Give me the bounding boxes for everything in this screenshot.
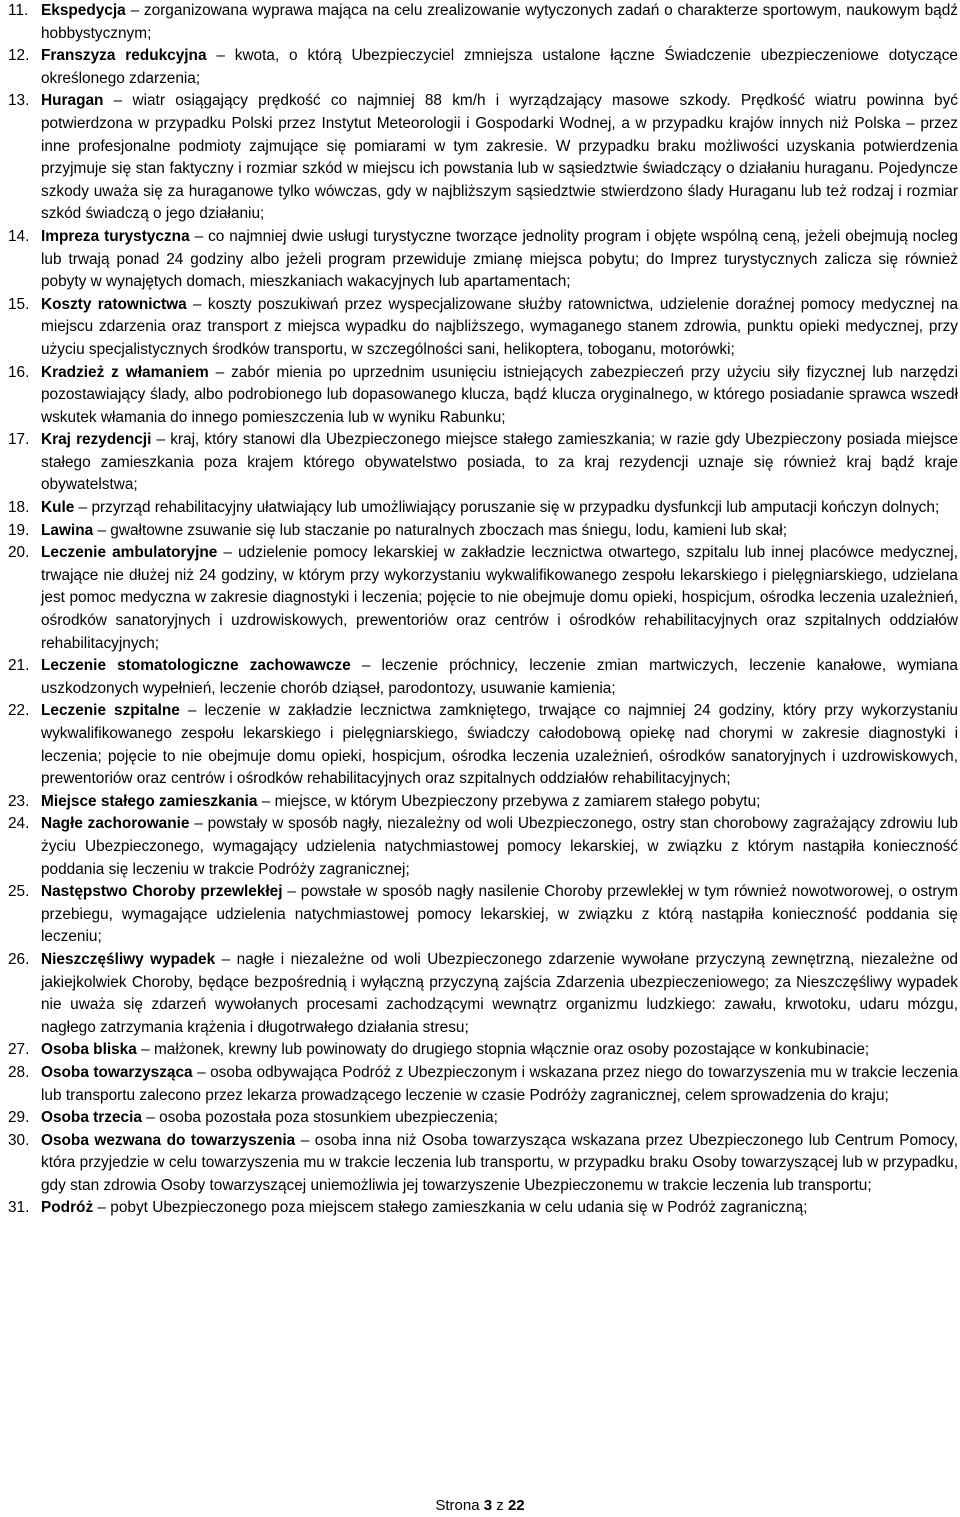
definition-item [8,791,958,814]
definition-number: 26. [8,950,30,968]
definition-number: 20. [8,544,30,562]
definition-term: Osoba bliska [41,1041,137,1059]
definition-term: Franszyza redukcyjna [41,47,207,65]
definition-number: 24. [8,815,30,833]
definition-text: przyrząd rehabilitacyjny ułatwiający lub umożliwiający poruszanie się w przypadku dysfunkcji lub amputacji kończyn dolnych; [91,499,940,517]
definition-body: Leczenie stomatologiczne zachowawcze – leczenie próchnicy, leczenie zmian martwiczych, leczenie kanałowe, wymiana uszkodzonych wypełnień, leczenie chorób dziąseł, parodontozy, usuwanie kamienia; [41,657,958,697]
definition-number: 29. [8,1109,30,1127]
definition-term: Kradzież z włamaniem [41,363,209,381]
definition-item [8,294,958,362]
definition-term: Ekspedycja [41,2,126,19]
definition-item [8,949,958,1039]
definition-term: Kraj rezydencji [41,431,152,449]
definition-term: Podróż [41,1199,94,1217]
definition-text: powstałe w sposób nagły nasilenie Choroby przewlekłej w tym również nowotworowej, o ostrym przebiegu, wymagające udzielenia natychmiastowej pomocy lekarskiej, w związku z którą nastąpiła konieczność poddania się leczeniu; [41,883,958,946]
definition-item [8,1039,958,1062]
definition-text: gwałtowne zsuwanie się lub staczanie po naturalnych zboczach mas śniegu, lodu, kamieni lub skał; [110,521,788,539]
definition-item [8,520,958,543]
definition-item [8,881,958,949]
definition-body: Osoba towarzysząca – osoba odbywająca Podróż z Ubezpieczonym i wskazana przez niego do towarzyszenia mu w trakcie leczenia lub transportu zalecono przez lekarza prowadzącego leczenie w czasie Podróży zagranicznej, celem sprowadzenia do kraju; [41,1063,958,1104]
definition-item [8,542,958,655]
definition-body: Kule – przyrząd rehabilitacyjny ułatwiający lub umożliwiający poruszanie się w przypadku dysfunkcji lub amputacji kończyn dolnych; [41,499,940,517]
definition-term: Impreza turystyczna [41,227,190,245]
footer-current-page: 3 [483,1497,493,1514]
definition-item [8,813,958,881]
definition-text: koszty poszukiwań przez wyspecjalizowane służby ratownictwa, udzielenie doraźnej pomocy medycznej na miejscu zdarzenia oraz transport z miejsca wypadku do najbliższego, wymaganego stanem zdrowia, punktu opieki medycznej, przy użyciu specjalistycznych środków transportu, w szczególności sani, helikoptera, toboganu, motorówki; [41,295,959,358]
definition-item [8,655,958,700]
definition-text: osoba odbywająca Podróż z Ubezpieczonym i wskazana przez niego do towarzyszenia mu w trakcie leczenia lub transportu zalecono przez lekarza prowadzącego leczenie w czasie Podróży zagranicznej, celem sprowadzenia do kraju; [41,1063,958,1104]
definition-term: Nieszczęśliwy wypadek [41,950,216,968]
definition-number: 18. [8,499,30,517]
definition-number: 11. [8,2,29,19]
definition-term: Miejsce stałego zamieszkania [41,792,258,810]
definition-term: Następstwo Choroby przewlekłej [41,883,283,901]
definition-number: 15. [8,295,30,313]
definition-item [8,226,958,294]
definition-number: 28. [8,1063,30,1081]
definition-item [8,429,958,497]
definition-item [8,497,958,520]
definition-text: udzielenie pomocy lekarskiej w zakładzie lecznictwa otwartego, szpitalu lub innej placówce medycznej, trwające nie dłużej niż 24 godziny, w którym przy wykorzystaniu wykwalifikowanego zespołu lekarskiego i pielęgniarskiego, udzielana jest pomoc medyczna w zakresie diagnostyki i leczenia; pojęcie to nie obejmuje domu opieki, hospicjum, ośrodka leczenia uzależnień, ośrodków sanatoryjnych i uzdrowiskowych, prewentoriów oraz centrów i ośrodków rehabilitacyjnych oraz szpitalnych oddziałów rehabilitacyjnych; [41,544,959,652]
definition-item [8,1107,958,1130]
definition-text: leczenie w zakładzie lecznictwa zamkniętego, trwające co najmniej 24 godziny, który przy wykorzystaniu wykwalifikowanego zespołu lekarskiego i pielęgniarskiego, świadczy całodobową opiekę nad chorymi w zakresie diagnostyki i leczenia; pojęcie to nie obejmuje domu opieki, hospicjum, ośrodka leczenia uzależnień, ośrodków sanatoryjnych i uzdrowiskowych, prewentoriów oraz centrów i ośrodków rehabilitacyjnych oraz szpitalnych oddziałów rehabilitacyjnych; [41,702,958,788]
definition-body: Ekspedycja – zorganizowana wyprawa mająca na celu zrealizowanie wytyczonych zadań o charakterze sportowym, naukowym bądź hobbystycznym; [41,2,958,42]
definition-number: 13. [8,92,30,110]
footer-separator: z [496,1497,504,1514]
definition-term: Osoba trzecia [41,1109,142,1127]
definition-body: Podróż – pobyt Ubezpieczonego poza miejscem stałego zamieszkania w celu udania się w Podróż zagraniczną; [41,1199,808,1217]
definition-term: Koszty ratownictwa [41,295,187,313]
definition-term: Leczenie stomatologiczne zachowawcze [41,657,351,675]
definition-body: Nieszczęśliwy wypadek – nagłe i niezależne od woli Ubezpieczonego zdarzenie wywołane przyczyną zewnętrzną, niezależne od jakiejkolwiek Choroby, będące bezpośrednią i wyłączną przyczyną zajścia Zdarzenia ubezpieczeniowego; za Nieszczęśliwy wypadek nie uważa się zdarzeń wywołanych procesami zachodzącymi wewnątrz organizmu ludzkiego: zawału, krwotoku, udaru mózgu, nagłego zatrzymania krążenia i długotrwałego działania stresu; [41,950,958,1036]
definition-number: 30. [8,1131,30,1149]
definition-body: Osoba bliska – małżonek, krewny lub powinowaty do drugiego stopnia włącznie oraz osoby pozostające w konkubinacie; [41,1041,870,1059]
definition-term: Huragan [41,92,104,110]
definition-body: Kraj rezydencji – kraj, który stanowi dla Ubezpieczonego miejsce stałego zamieszkania; w razie gdy Ubezpieczony posiada miejsce stałego zamieszkania poza krajem którego obywatelstwo posiada, to za kraj rezydencji uznaje się również kraj bądź kraje obywatelstwa; [41,431,959,494]
definition-term: Lawina [41,521,94,539]
definition-term: Kule [41,499,75,517]
definition-number: 19. [8,521,30,539]
definition-body: Lawina – gwałtowne zsuwanie się lub staczanie po naturalnych zboczach mas śniegu, lodu, kamieni lub skał; [41,521,788,539]
definition-body: Franszyza redukcyjna – kwota, o którą Ubezpieczyciel zmniejsza ustalone łączne Świadczenie ubezpieczeniowe dotyczące określonego zdarzenia; [41,47,958,87]
definition-text: małżonek, krewny lub powinowaty do drugiego stopnia włącznie oraz osoby pozostające w konkubinacie; [153,1041,870,1059]
definition-number: 31. [8,1199,30,1217]
footer-total-pages: 22 [507,1497,525,1514]
definition-term: Leczenie szpitalne [41,702,180,720]
definition-number: 21. [8,657,30,675]
definition-body: Miejsce stałego zamieszkania – miejsce, w którym Ubezpieczony przebywa z zamiarem stałego pobytu; [41,792,761,810]
definition-body: Koszty ratownictwa – koszty poszukiwań przez wyspecjalizowane służby ratownictwa, udzielenie doraźnej pomocy medycznej na miejscu zdarzenia oraz transport z miejsca wypadku do najbliższego, wymaganego stanem zdrowia, punktu opieki medycznej, przy użyciu specjalistycznych środków transportu, w szczególności sani, helikoptera, toboganu, motorówki; [41,295,959,358]
definition-number: 27. [8,1041,30,1059]
definition-number: 23. [8,792,30,810]
definition-term: Osoba towarzysząca [41,1063,193,1081]
definition-number: 25. [8,883,30,901]
definition-number: 22. [8,702,30,720]
definition-body: Osoba wezwana do towarzyszenia – osoba inna niż Osoba towarzysząca wskazana przez Ubezpieczonego lub Centrum Pomocy, która przyjedzie w celu towarzyszenia mu w trakcie leczenia lub transportu, w przypadku braku Osoby towarzyszącej lub w przypadku, gdy stan zdrowia Osoby towarzyszącej uniemożliwia jej towarzyszenie Ubezpieczonemu w trakcie leczenia lub transportu; [41,1131,958,1194]
definition-body: Leczenie ambulatoryjne – udzielenie pomocy lekarskiej w zakładzie lecznictwa otwartego, szpitalu lub innej placówce medycznej, trwające nie dłużej niż 24 godziny, w którym przy wykorzystaniu wykwalifikowanego zespołu lekarskiego i pielęgniarskiego, udzielana jest pomoc medyczna w zakresie diagnostyki i leczenia; pojęcie to nie obejmuje domu opieki, hospicjum, ośrodka leczenia uzależnień, ośrodków sanatoryjnych i uzdrowiskowych, prewentoriów oraz centrów i ośrodków rehabilitacyjnych oraz szpitalnych oddziałów rehabilitacyjnych; [41,544,959,652]
definition-body: Następstwo Choroby przewlekłej – powstałe w sposób nagły nasilenie Choroby przewlekłej w tym również nowotworowej, o ostrym przebiegu, wymagające udzielenia natychmiastowej pomocy lekarskiej, w związku z którą nastąpiła konieczność poddania się leczeniu; [41,883,958,946]
definition-body: Leczenie szpitalne – leczenie w zakładzie lecznictwa zamkniętego, trwające co najmniej 24 godziny, który przy wykorzystaniu wykwalifikowanego zespołu lekarskiego i pielęgniarskiego, świadczy całodobową opiekę nad chorymi w zakresie diagnostyki i leczenia; pojęcie to nie obejmuje domu opieki, hospicjum, ośrodka leczenia uzależnień, ośrodków sanatoryjnych i uzdrowiskowych, prewentoriów oraz centrów i ośrodków rehabilitacyjnych oraz szpitalnych oddziałów rehabilitacyjnych; [41,702,958,788]
definition-item [8,700,958,790]
definition-text: pobyt Ubezpieczonego poza miejscem stałego zamieszkania w celu udania się w Podróż zagraniczną; [110,1199,808,1217]
definition-item [8,1062,958,1107]
definition-text: kraj, który stanowi dla Ubezpieczonego miejsce stałego zamieszkania; w razie gdy Ubezpieczony posiada miejsce stałego zamieszkania poza krajem którego obywatelstwo posiada, to za kraj rezydencji uznaje się również kraj bądź kraje obywatelstwa; [41,431,959,494]
definition-text: co najmniej dwie usługi turystyczne tworzące jednolity program i objęte wspólną ceną, jeżeli obejmują nocleg lub trwają ponad 24 godziny albo jeżeli program przewiduje zmianę miejsca pobytu; do Imprez turystycznych zalicza się również pobyty w wynajętych domach, mieszkaniach wakacyjnych lub apartamentach; [41,227,958,291]
definition-number: 17. [8,431,30,449]
definition-term: Osoba wezwana do towarzyszenia [41,1131,296,1149]
definition-item [8,1130,958,1198]
definition-text: kwota, o którą Ubezpieczyciel zmniejsza ustalone łączne Świadczenie ubezpieczeniowe dotyczące określonego zdarzenia; [41,47,958,87]
definition-number: 12. [8,47,30,65]
definition-text: powstały w sposób nagły, niezależny od woli Ubezpieczonego, ostry stan chorobowy zagrażający zdrowiu lub życiu Ubezpieczonego, wymagający udzielenia natychmiastowej pomocy lekarskiej, w związku z którym nastąpiła konieczność poddania się leczeniu w trakcie Podróży zagranicznej; [41,815,958,878]
definition-number: 16. [8,363,30,381]
definition-body: Impreza turystyczna – co najmniej dwie usługi turystyczne tworzące jednolity program i objęte wspólną ceną, jeżeli obejmują nocleg lub trwają ponad 24 godziny albo jeżeli program przewiduje zmianę miejsca pobytu; do Imprez turystycznych zalicza się również pobyty w wynajętych domach, mieszkaniach wakacyjnych lub apartamentach; [41,227,958,291]
definition-item [8,362,958,430]
definition-term: Leczenie ambulatoryjne [41,544,218,562]
definition-term: Nagłe zachorowanie [41,815,190,833]
definition-item [8,1197,958,1220]
definition-text: osoba pozostała poza stosunkiem ubezpieczenia; [159,1109,498,1127]
definition-body: Kradzież z włamaniem – zabór mienia po uprzednim usunięciu istniejących zabezpieczeń przy użyciu siły fizycznej lub narzędzi pozostawiający ślady, albo podrobionego lub dopasowanego klucza, bądź klucza oryginalnego, w którego posiadanie sprawca wszedł wskutek włamania do innego pomieszczenia lub w wyniku Rabunku; [41,363,958,426]
definition-number: 14. [8,227,30,245]
definition-body: Osoba trzecia – osoba pozostała poza stosunkiem ubezpieczenia; [41,1109,498,1127]
definition-text: leczenie próchnicy, leczenie zmian martwiczych, leczenie kanałowe, wymiana uszkodzonych wypełnień, leczenie chorób dziąseł, parodontozy, usuwanie kamienia; [41,657,958,697]
definition-body: Nagłe zachorowanie – powstały w sposób nagły, niezależny od woli Ubezpieczonego, ostry stan chorobowy zagrażający zdrowiu lub życiu Ubezpieczonego, wymagający udzielenia natychmiastowej pomocy lekarskiej, w związku z którym nastąpiła konieczność poddania się leczeniu w trakcie Podróży zagranicznej; [41,815,958,878]
definition-text: miejsce, w którym Ubezpieczony przebywa z zamiarem stałego pobytu; [274,792,761,810]
definition-text: osoba inna niż Osoba towarzysząca wskazana przez Ubezpieczonego lub Centrum Pomocy, która przyjedzie w celu towarzyszenia mu w trakcie leczenia lub transportu, w przypadku braku Osoby towarzyszącej lub w przypadku, gdy stan zdrowia Osoby towarzyszącej uniemożliwia jej towarzyszenie Ubezpieczonemu w trakcie leczenia lub transportu; [41,1131,958,1194]
definition-text: zabór mienia po uprzednim usunięciu istniejących zabezpieczeń przy użyciu siły fizycznej lub narzędzi pozostawiający ślady, albo podrobionego lub dopasowanego klucza, bądź klucza oryginalnego, w którego posiadanie sprawca wszedł wskutek włamania do innego pomieszczenia lub w wyniku Rabunku; [41,363,958,426]
definition-text: nagłe i niezależne od woli Ubezpieczonego zdarzenie wywołane przyczyną zewnętrzną, niezależne od jakiejkolwiek Choroby, będące bezpośrednią i wyłączną przyczyną zajścia Zdarzenia ubezpieczeniowego; za Nieszczęśliwy wypadek nie uważa się zdarzeń wywołanych procesami zachodzącymi wewnątrz organizmu ludzkiego: zawału, krwotoku, udaru mózgu, nagłego zatrzymania krążenia i długotrwałego działania stresu; [41,950,958,1036]
definition-item [8,0,958,45]
definition-text: zorganizowana wyprawa mająca na celu zrealizowanie wytyczonych zadań o charakterze sportowym, naukowym bądź hobbystycznym; [41,2,958,42]
definition-body: Huragan – wiatr osiągający prędkość co najmniej 88 km/h i wyrządzający masowe szkody. Prędkość wiatru powinna być potwierdzona w przypadku Polski przez Instytut Meteorologii i Gospodarki Wodnej, a w przypadku krajów innych niż Polska – przez inne profesjonalne podmioty zajmujące się pomiarami w tym zakresie. W przypadku braku możliwości uzyskania potwierdzenia przyjmuje się stan faktyczny i rozmiar szkód w miejscu ich powstania lub w sąsiedztwie świadczący o działaniu huraganu. Pojedyncze szkody uważa się za huraganowe tylko wówczas, gdy w najbliższym sąsiedztwie stwierdzono ślady Huraganu lub też rodzaj i rozmiar szkód świadczą o jego działaniu; [41,92,958,223]
definitions-list [8,0,958,1220]
definition-text: wiatr osiągający prędkość co najmniej 88 km/h i wyrządzający masowe szkody. Prędkość wiatru powinna być potwierdzona w przypadku Polski przez Instytut Meteorologii i Gospodarki Wodnej, a w przypadku krajów innych niż Polska – przez inne profesjonalne podmioty zajmujące się pomiarami w tym zakresie. W przypadku braku możliwości uzyskania potwierdzenia przyjmuje się stan faktyczny i rozmiar szkód w miejscu ich powstania lub w sąsiedztwie świadczący o działaniu huraganu. Pojedyncze szkody uważa się za huraganowe tylko wówczas, gdy w najbliższym sąsiedztwie stwierdzono ślady Huraganu lub też rodzaj i rozmiar szkód świadczą o jego działaniu; [41,92,958,223]
footer-prefix: Strona [435,1497,480,1514]
definition-item [8,45,958,90]
page-footer [0,1497,960,1515]
definition-item [8,90,958,226]
